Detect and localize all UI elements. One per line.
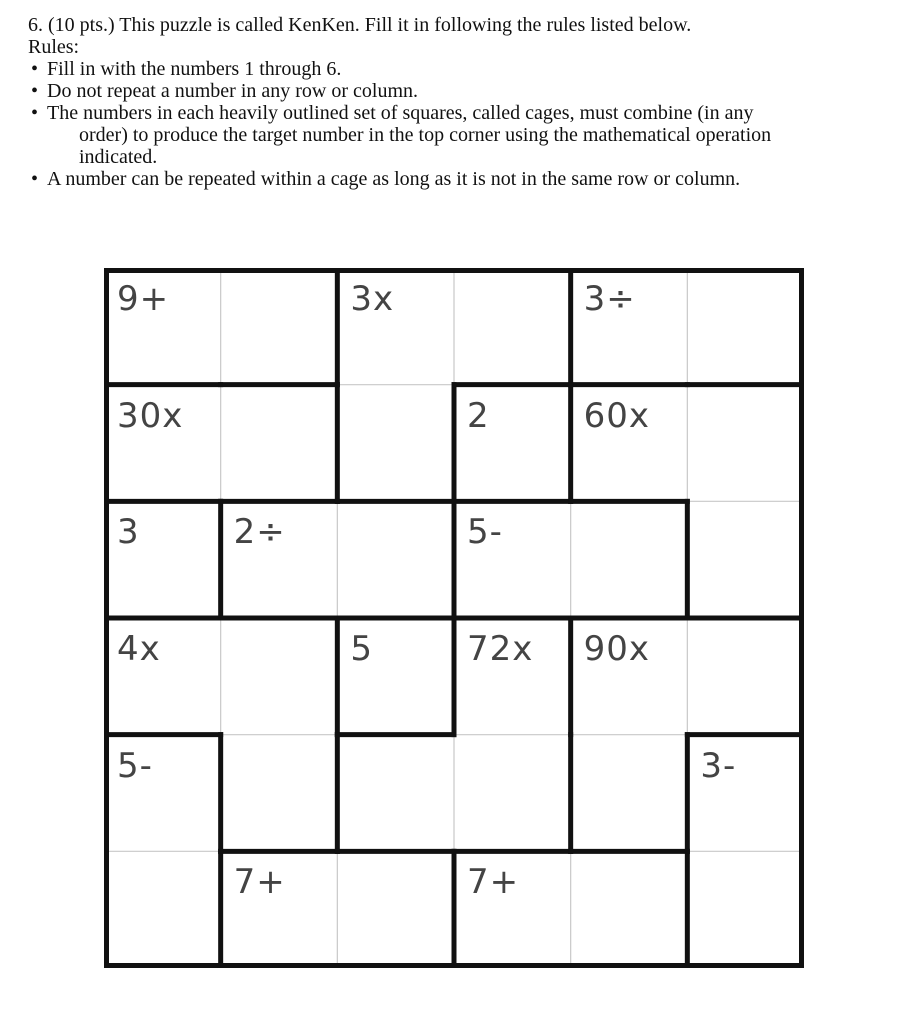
cage-label: 3x — [350, 279, 395, 319]
cage-label: 5- — [117, 745, 153, 786]
bullet-icon: • — [31, 80, 39, 102]
question-header: 6. (10 pts.) This puzzle is called KenKen. Fill it in following the rules listed below. — [28, 14, 692, 36]
cage-label: 7+ — [467, 862, 520, 903]
rule-line: indicated. — [79, 146, 158, 168]
cage-label: 3- — [700, 745, 737, 786]
rule-line: A number can be repeated within a cage as long as it is not in the same row or column. — [47, 168, 741, 190]
cage-label: 9+ — [117, 279, 170, 319]
rule-item — [28, 80, 888, 102]
bullet-icon: • — [31, 102, 39, 124]
cage-label: 5 — [350, 629, 373, 669]
cage-label: 2 — [467, 395, 490, 436]
cage-label: 2÷ — [233, 512, 286, 553]
cage-label: 30x — [117, 395, 184, 436]
cage-label: 4x — [117, 629, 161, 669]
kenken-grid — [104, 268, 804, 968]
cage-label: 3÷ — [583, 279, 636, 319]
rule-line: Do not repeat a number in any row or column. — [47, 80, 419, 102]
question-text — [28, 14, 888, 190]
cage-label: 60x — [583, 395, 651, 436]
cage-label: 3 — [117, 512, 140, 553]
rules-label: Rules: — [28, 36, 80, 58]
cage-label: 5- — [467, 512, 503, 553]
rules-list — [28, 58, 888, 190]
cage-label: 7+ — [233, 862, 286, 903]
grid-lines — [104, 268, 804, 968]
cage-label: 72x — [467, 629, 534, 669]
rule-item — [28, 102, 888, 168]
rule-line: The numbers in each heavily outlined set of squares, called cages, must combine (in any — [47, 102, 754, 124]
rule-item — [28, 168, 888, 190]
bullet-icon: • — [31, 168, 39, 190]
rule-line: Fill in with the numbers 1 through 6. — [47, 58, 342, 80]
rule-item — [28, 58, 888, 80]
rule-line: order) to produce the target number in the top corner using the mathematical operation — [79, 124, 772, 146]
bullet-icon: • — [31, 58, 39, 80]
cage-label: 90x — [583, 629, 651, 669]
